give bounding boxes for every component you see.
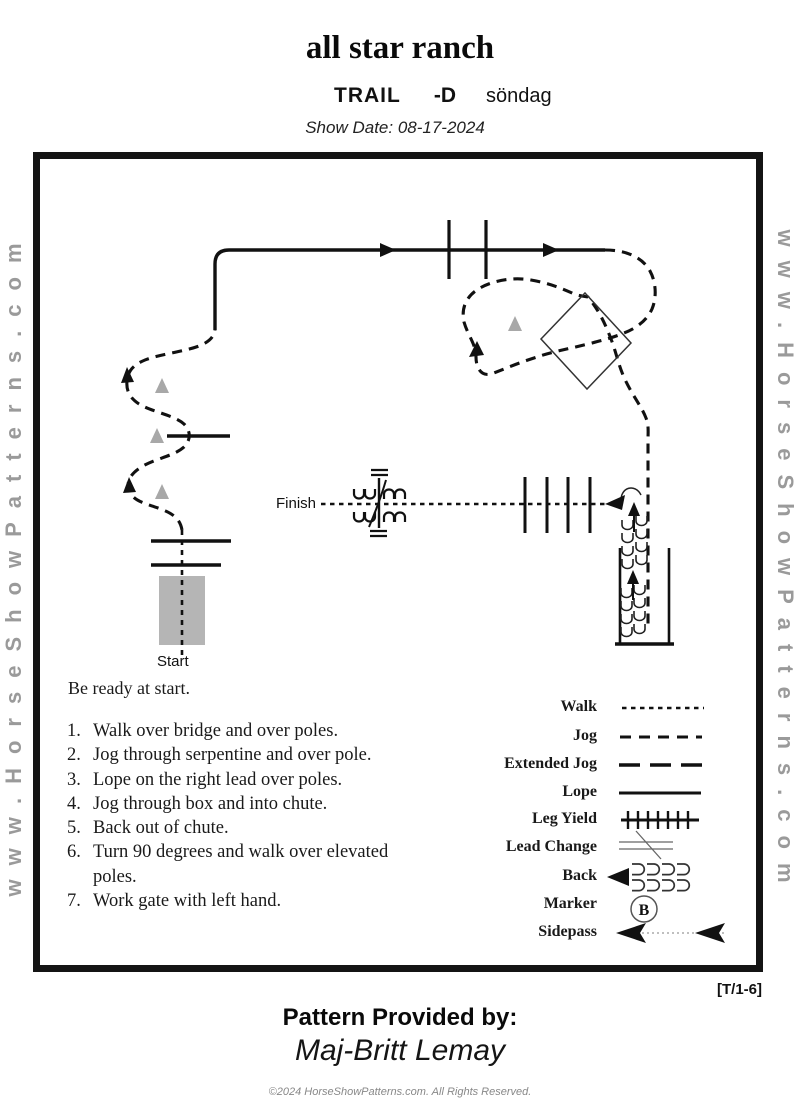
serpentine-jog-path <box>127 330 215 530</box>
legend-label-leg-yield: Leg Yield <box>531 810 597 827</box>
instruction-item <box>67 719 447 743</box>
instruction-text: Jog through serpentine and over pole. <box>93 745 372 766</box>
instruction-number: 7. <box>67 891 81 912</box>
watermark-right: www.HorseShowPatterns.com <box>773 229 798 897</box>
legend-label-back: Back <box>562 867 597 884</box>
division-code: -D <box>433 84 456 107</box>
start-poles <box>151 541 231 565</box>
instruction-number: 4. <box>67 793 81 814</box>
provider-name: Maj-Britt Lemay <box>294 1034 506 1067</box>
legend-label-lead-change: Lead Change <box>505 838 597 855</box>
instruction-number: 1. <box>67 721 81 741</box>
pattern-ref-code: [T/1-6] <box>717 981 762 998</box>
legend-label-jog: Jog <box>573 727 597 744</box>
instruction-list <box>67 719 447 913</box>
start-label: Start <box>157 653 189 670</box>
instruction-number: 5. <box>67 818 81 839</box>
instruction-item <box>67 840 447 889</box>
instruction-item <box>67 768 447 792</box>
box-obstacle <box>541 293 631 389</box>
instruction-text: Lope on the right lead over poles. <box>93 769 343 790</box>
marker-letter: B <box>638 902 650 919</box>
instruction-number: 6. <box>67 842 81 863</box>
instruction-text: Back out of chute. <box>93 818 229 839</box>
instruction-number: 3. <box>67 769 81 790</box>
direction-arrow <box>543 243 559 257</box>
instruction-item <box>67 792 447 816</box>
instruction-item <box>67 743 447 767</box>
legend-back-symbol <box>607 864 689 891</box>
ready-note: Be ready at start. <box>68 678 190 698</box>
day-name: söndag <box>486 85 552 107</box>
instruction-item <box>67 816 447 840</box>
watermark-left: www.HorseShowPatterns.com <box>1 229 26 897</box>
legend-symbols <box>607 708 725 943</box>
event-name: TRAIL <box>334 84 401 107</box>
legend-label-sidepass: Sidepass <box>538 923 597 940</box>
legend-leg-yield-symbol <box>621 811 699 829</box>
show-date: Show Date: 08-17-2024 <box>305 118 485 137</box>
direction-arrow <box>469 341 484 357</box>
instruction-item <box>67 889 447 913</box>
direction-arrow <box>123 477 136 493</box>
legend-label-extended-jog: Extended Jog <box>504 755 597 772</box>
instruction-text: Walk over bridge and over poles. <box>93 721 339 741</box>
copyright-notice: ©2024 HorseShowPatterns.com. All Rights Reserved. <box>268 1086 532 1098</box>
instruction-text: Work gate with left hand. <box>93 891 282 912</box>
instruction-text: Turn 90 degrees and walk over elevated poles. <box>93 842 389 887</box>
provided-by-label: Pattern Provided by: <box>282 1004 518 1031</box>
instruction-number: 2. <box>67 745 81 766</box>
direction-arrow <box>380 243 396 257</box>
legend-label-marker: Marker <box>543 895 597 912</box>
jog-box-chute-path <box>463 250 655 630</box>
legend-label-walk: Walk <box>560 698 597 715</box>
direction-arrow <box>605 495 625 510</box>
legend-sidepass-symbol <box>616 923 725 943</box>
ranch-title: all star ranch <box>305 30 495 66</box>
legend-label-lope: Lope <box>562 783 597 800</box>
instruction-text: Jog through box and into chute. <box>93 793 328 814</box>
legend-marker-symbol <box>631 896 657 922</box>
legend-lead-change-symbol <box>619 831 673 859</box>
lope-path <box>215 250 605 330</box>
finish-label: Finish <box>276 495 317 512</box>
